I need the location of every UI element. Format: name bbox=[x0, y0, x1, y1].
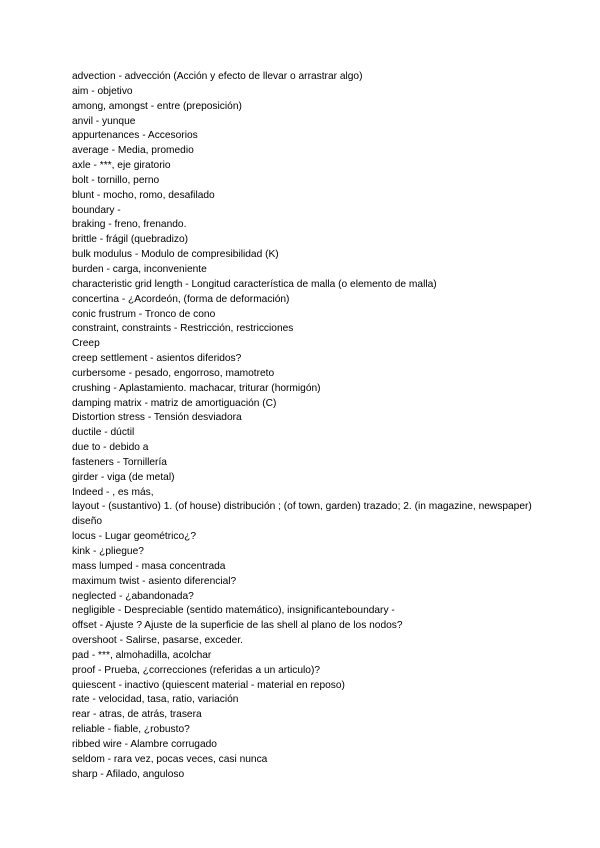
glossary-entry: Indeed - , es más, bbox=[72, 486, 154, 498]
glossary-entry: conic frustrum - Tronco de cono bbox=[72, 308, 216, 320]
glossary-entry: appurtenances - Accesorios bbox=[72, 130, 198, 142]
glossary-entry: advection - advección (Acción y efecto de llevar o arrastrar algo) bbox=[72, 71, 363, 82]
glossary-entry: bolt - tornillo, perno bbox=[72, 174, 160, 186]
glossary-entry: locus - Lugar geométrico¿? bbox=[72, 531, 197, 543]
glossary-entry: anvil - yunque bbox=[72, 115, 136, 127]
glossary-entry: seldom - rara vez, pocas veces, casi nunca bbox=[72, 753, 268, 765]
glossary-entry: average - Media, promedio bbox=[72, 145, 194, 157]
glossary-entry: ribbed wire - Alambre corrugado bbox=[72, 738, 217, 750]
glossary-entry: bulk modulus - Modulo de compresibilidad (K) bbox=[72, 249, 279, 261]
glossary-entry: rate - velocidad, tasa, ratio, variación bbox=[72, 694, 239, 706]
glossary-entry: among, amongst - entre (preposición) bbox=[72, 100, 242, 112]
glossary-entry: aim - objetivo bbox=[72, 85, 133, 97]
glossary-entry: ductile - dúctil bbox=[72, 427, 135, 439]
glossary-entry: constraint, constraints - Restricción, restricciones bbox=[72, 323, 294, 335]
glossary-entry: braking - freno, frenando. bbox=[72, 219, 187, 231]
glossary-entry: layout - (sustantivo) 1. (of house) distribución ; (of town, garden) trazado; 2. (in magazine, newspaper) diseño bbox=[72, 501, 532, 528]
glossary-entry: negligible - Despreciable (sentido matemático), insignificanteboundary - bbox=[72, 605, 395, 617]
glossary-entry: kink - ¿pliegue? bbox=[72, 546, 144, 557]
glossary-entry: offset - Ajuste ? Ajuste de la superficie de las shell al plano de los nodos? bbox=[72, 620, 403, 632]
glossary-entry: Creep bbox=[72, 338, 100, 350]
glossary-entry: fasteners - Tornillería bbox=[72, 456, 167, 468]
glossary-entry: concertina - ¿Acordeón, (forma de deformación) bbox=[72, 293, 290, 305]
glossary-entry: creep settlement - asientos diferidos? bbox=[72, 353, 242, 365]
glossary-entry: girder - viga (de metal) bbox=[72, 471, 175, 483]
glossary-entry: crushing - Aplastamiento. machacar, triturar (hormigón) bbox=[72, 382, 321, 394]
glossary-entry: rear - atras, de atrás, trasera bbox=[72, 709, 202, 721]
glossary-entry: pad - ***, almohadilla, acolchar bbox=[72, 649, 212, 661]
glossary-entry: brittle - frágil (quebradizo) bbox=[72, 234, 189, 246]
glossary-entry: curbersome - pesado, engorroso, mamotreto bbox=[72, 367, 275, 379]
glossary-entry: sharp - Afilado, anguloso bbox=[72, 768, 185, 780]
glossary-entry: axle - ***, eje giratorio bbox=[72, 160, 171, 172]
glossary-entry: characteristic grid length - Longitud característica de malla (o elemento de malla) bbox=[72, 278, 437, 290]
glossary-entry: damping matrix - matriz de amortiguación (C) bbox=[72, 397, 277, 409]
glossary-list bbox=[72, 70, 542, 783]
glossary-entry: due to - debido a bbox=[72, 442, 149, 454]
glossary-entry: maximum twist - asiento diferencial? bbox=[72, 575, 237, 587]
glossary-entry: burden - carga, inconveniente bbox=[72, 263, 207, 275]
glossary-entry: proof - Prueba, ¿correcciones (referidas a un articulo)? bbox=[72, 664, 321, 676]
glossary-entry: overshoot - Salirse, pasarse, exceder. bbox=[72, 635, 244, 647]
glossary-entry: neglected - ¿abandonada? bbox=[72, 590, 194, 602]
glossary-entry: quiescent - inactivo (quiescent material - material en reposo) bbox=[72, 679, 345, 691]
glossary-entry: boundary - bbox=[72, 204, 121, 216]
glossary-entry: reliable - fiable, ¿robusto? bbox=[72, 724, 190, 736]
glossary-entry: blunt - mocho, romo, desafilado bbox=[72, 189, 215, 201]
glossary-entry: mass lumped - masa concentrada bbox=[72, 560, 226, 572]
glossary-entry: Distortion stress - Tensión desviadora bbox=[72, 412, 242, 424]
